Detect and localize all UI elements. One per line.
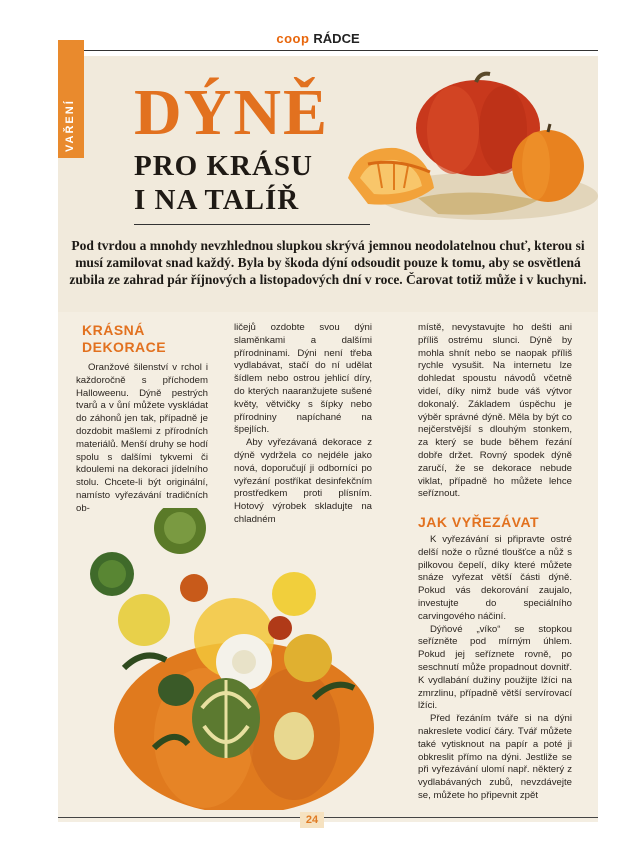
footer-divider bbox=[58, 817, 598, 818]
pumpkins-photo bbox=[338, 68, 598, 228]
paragraph: ličejů ozdobte svou dýni slaměnkami a dalšími přírodninami. Dýni není třeba vydlabávat, stačí do ní udělat šídlem nebo ostrou jehlicí díry, do kterých naaranžujete sušené květy, větvičky s šípky nebo přírodniny napíchané na špejlích. bbox=[234, 322, 372, 436]
header-divider bbox=[58, 50, 598, 51]
article-subtitle-line1: PRO KRÁSU bbox=[134, 150, 313, 182]
coop-logo: coop bbox=[276, 31, 310, 46]
page-header bbox=[0, 30, 636, 48]
article-title: DÝNĚ bbox=[134, 76, 330, 149]
text-column-2 bbox=[234, 322, 372, 527]
text-column-3 bbox=[418, 322, 572, 501]
paragraph: Oranžové šilenství v rchol i každoročně s příchodem Halloweenu. Dýně pestrých tvarů a v ůní můžete vyskládat do záhonů jen tak, případně je dozdobit mašlemi z přírodních materiálů. Menší druhy se hodí spolu s dalšími tykvemi či kdoulemi na dekoraci jídelního stolu. Chcete-li být originální, namísto vyřezávání tradičních ob- bbox=[76, 362, 208, 514]
paragraph: Dýňové „víko“ se stopkou seřízněte pod mírným úhlem. Pokud jej seříznete rovně, po seschnutí může propadnout dovnitř. K vydlabání dužiny použijte lžíci na zmrzlinu, případně větší servírovací lžíci. bbox=[418, 623, 572, 712]
article-intro: Pod tvrdou a mnohdy nevzhlednou slupkou skrývá jemnou neodolatelnou chuť, kterou si musí zamilovat snad každý. Byla by škoda dýní odsoudit pouze k tomu, aby se osvětlená zubila ze zahrad pár říjnových a listopadových dní v roce. Čarovat totiž může i v kuchyni. bbox=[69, 238, 587, 287]
paragraph: K vyřezávání si připravte ostré delší nože o různé tloušťce a nůž s pilkovou čepelí, díky které můžete snáze vyřezat větší části dýně. Pokud vás dekorování zaujalo, investujte do speciálního carvingového náčiní. bbox=[418, 534, 572, 622]
paragraph: místě, nevystavujte ho dešti ani příliš ostrému slunci. Dýně by mohla shnít nebo se naopak příliš rychle vysušit. Na internetu lze dohledat spoustu návodů včetně videí, díky nimž bude váš výtvor dokonalý. Základem úspěchu je výběr správné dýně. Měla by být co nejčerstvější s dlouhým stonkem, za který se bude během řezání dobře držet. Rovný spodek dýně zaručí, že se dekorace nebude viklat, případně ho můžete lehce seříznout. bbox=[418, 322, 572, 500]
paragraph: Aby vyřezávaná dekorace z dýně vydržela co nejdéle jako nová, doporučují ji odborníci po vyřezání postříkat desinfekčním prostředkem proti plísním. Hotový výrobek skladujte na chladném bbox=[234, 437, 372, 525]
paragraph: Před řezáním tváře si na dýni nakreslete vodicí čáry. Tvář můžete také vytisknout na papír a poté ji obkreslit přímo na dýni. Jestliže se při vyřezávání ulomí např. některý z vydlabávaných zubů, nevzdávejte se, můžete ho připevnit zpět bbox=[418, 713, 572, 801]
text-column-1 bbox=[76, 362, 208, 516]
page-number: 24 bbox=[300, 812, 324, 828]
pumpkin-flower-arrangement-photo bbox=[84, 508, 380, 810]
section-label: RÁDCE bbox=[313, 31, 360, 46]
article-subtitle-line2: I NA TALÍŘ bbox=[134, 184, 300, 216]
section-heading-carving: JAK VYŘEZÁVAT bbox=[418, 514, 540, 530]
text-column-carving bbox=[418, 534, 572, 803]
title-divider bbox=[134, 224, 370, 225]
category-label: VAŘENÍ bbox=[64, 99, 76, 152]
section-heading-decoration: KRÁSNÁ DEKORACE bbox=[82, 322, 167, 355]
